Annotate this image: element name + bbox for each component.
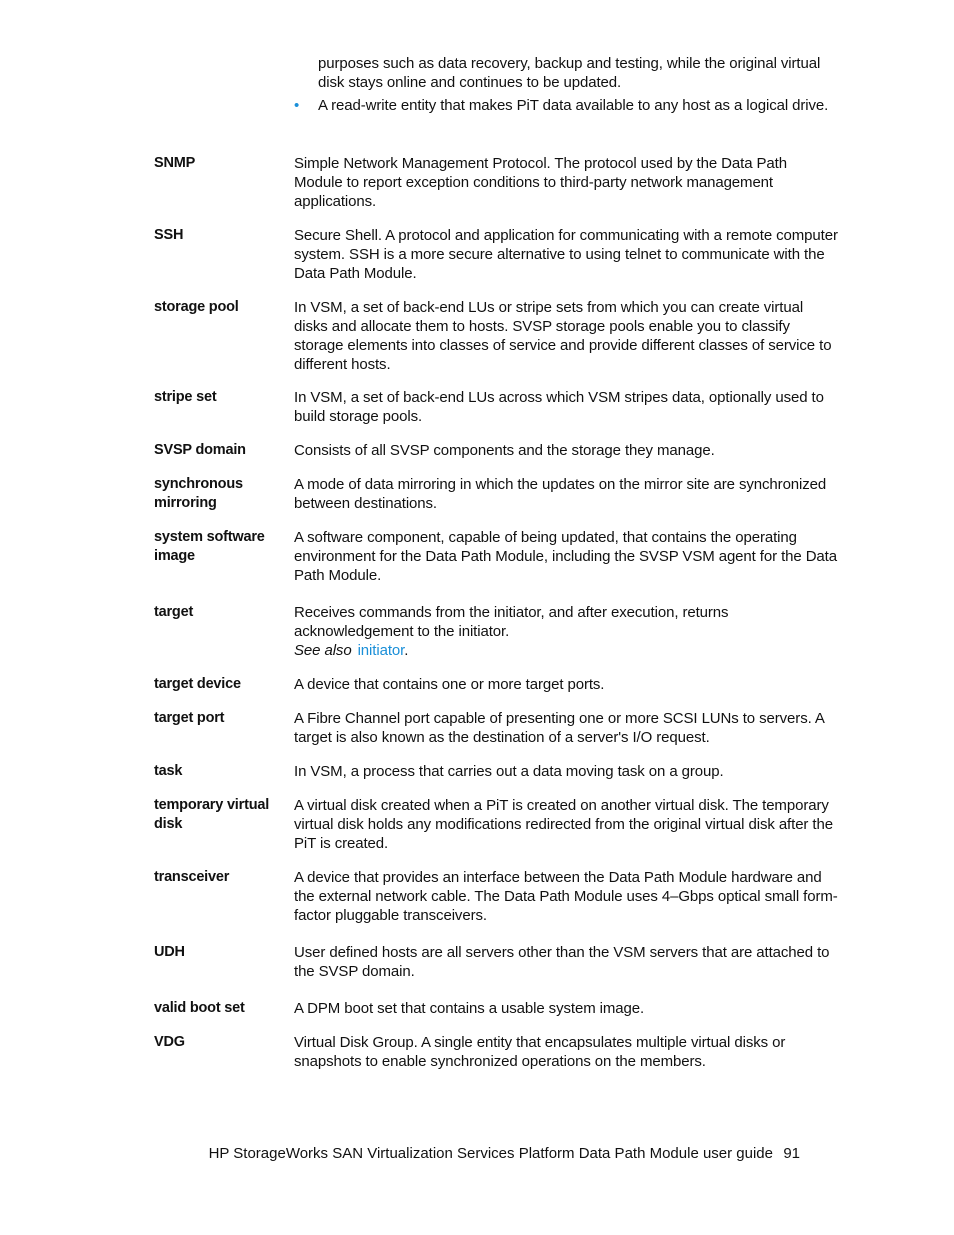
glossary-term: SSH	[154, 227, 184, 243]
glossary-definition	[294, 603, 838, 660]
initiator-link[interactable]: initiator	[357, 642, 405, 659]
glossary-definition: A software component, capable of being updated, that contains the operating environment for the Data Path Module, including the SVSP VSM agent for the Data Path Module.	[294, 529, 837, 584]
definition-text: Receives commands from the initiator, and after execution, returns acknowledgement to the initiator.	[294, 604, 729, 640]
glossary-definition: Consists of all SVSP components and the storage they manage.	[294, 442, 715, 459]
glossary-definition: Virtual Disk Group. A single entity that encapsulates multiple virtual disks or snapshots to enable synchronized operations on the members.	[294, 1034, 786, 1070]
footer-title: HP StorageWorks SAN Virtualization Services Platform Data Path Module user guide	[208, 1145, 773, 1162]
glossary-term: transceiver	[154, 869, 230, 885]
glossary-term: system software image	[154, 529, 265, 564]
intro-continuation: purposes such as data recovery, backup and testing, while the original virtual disk stays online and continues to be updated.	[318, 55, 821, 91]
glossary-term: temporary virtual disk	[154, 797, 270, 832]
intro-bullet-text: A read-write entity that makes PiT data available to any host as a logical drive.	[318, 97, 829, 114]
glossary-definition: In VSM, a process that carries out a data moving task on a group.	[294, 763, 724, 780]
glossary-term: storage pool	[154, 299, 239, 315]
glossary-term: synchronous mirroring	[154, 476, 243, 511]
see-also-line	[294, 641, 838, 660]
glossary-definition: A device that contains one or more target ports.	[294, 676, 605, 693]
glossary-definition: In VSM, a set of back-end LUs or stripe sets from which you can create virtual disks and allocate them to hosts. SVSP storage pools enable you to classify storage elements into classes of service and provide different classes of service to different hosts.	[294, 299, 832, 373]
glossary-definition: Simple Network Management Protocol. The protocol used by the Data Path Module to report exception conditions to third-party network management applications.	[294, 155, 787, 210]
glossary-definition: A DPM boot set that contains a usable system image.	[294, 1000, 645, 1017]
glossary-definition: A virtual disk created when a PiT is created on another virtual disk. The temporary virtual disk holds any modifications redirected from the original virtual disk after the PiT is created.	[294, 797, 833, 852]
glossary-definition: Secure Shell. A protocol and application for communicating with a remote computer system. SSH is a more secure alternative to using telnet to communicate with the Data Path Module.	[294, 227, 838, 282]
glossary-definition: A mode of data mirroring in which the updates on the mirror site are synchronized between destinations.	[294, 476, 827, 512]
glossary-term: valid boot set	[154, 1000, 245, 1016]
glossary-definition: A Fibre Channel port capable of presenting one or more SCSI LUNs to servers. A target is also known as the destination of a server's I/O request.	[294, 710, 824, 746]
glossary-term: target port	[154, 710, 225, 726]
page-number: 91	[783, 1145, 800, 1162]
bullet-icon: •	[294, 97, 300, 114]
glossary-term: SNMP	[154, 155, 196, 171]
glossary-definition: In VSM, a set of back-end LUs across which VSM stripes data, optionally used to build storage pools.	[294, 389, 824, 425]
glossary-term: UDH	[154, 944, 185, 960]
glossary-term: VDG	[154, 1034, 185, 1050]
see-also-label: See also	[294, 642, 352, 659]
glossary-term: task	[154, 763, 183, 779]
glossary-term: target	[154, 604, 194, 620]
see-also-period: .	[404, 642, 409, 659]
glossary-term: target device	[154, 676, 241, 692]
glossary-term: SVSP domain	[154, 442, 246, 458]
glossary-definition: User defined hosts are all servers other than the VSM servers that are attached to the SVSP domain.	[294, 944, 830, 980]
glossary-definition: A device that provides an interface between the Data Path Module hardware and the external network cable. The Data Path Module uses 4–Gbps optical small form-factor pluggable transceivers.	[294, 869, 838, 924]
glossary-term: stripe set	[154, 389, 217, 405]
